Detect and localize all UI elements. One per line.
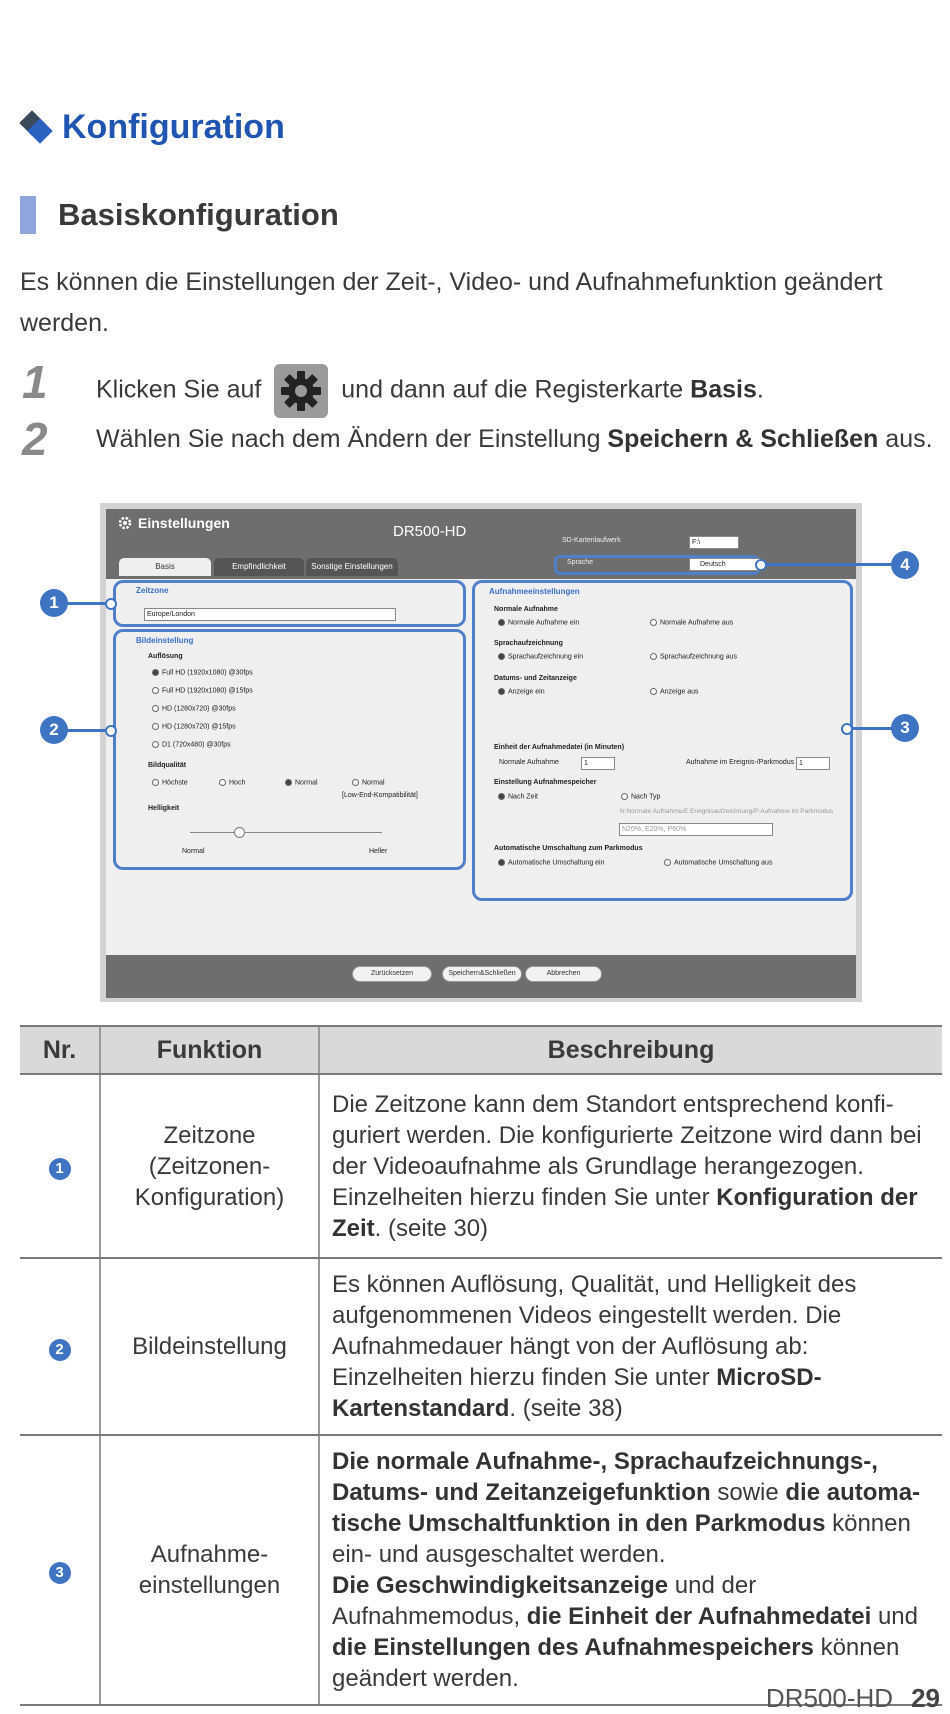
- unit-normal-label: Normale Aufnahme: [499, 759, 559, 766]
- unit-label: Einheit der Aufnahmedatei (in Minuten): [494, 744, 625, 751]
- header-funktion: Funktion: [100, 1026, 319, 1074]
- step-1-post: und dann auf die Registerkarte: [341, 375, 684, 404]
- page-number: 29: [911, 1683, 940, 1713]
- language-select[interactable]: Deutsch: [689, 558, 761, 571]
- resolution-option[interactable]: Full HD (1920x1080) @15fps: [152, 687, 253, 694]
- timezone-title: Zeitzone: [136, 586, 169, 595]
- settings-gear-icon: [117, 515, 133, 531]
- description-table: [20, 1025, 942, 1706]
- callout-3: 3: [891, 714, 919, 742]
- park-label: Automatische Umschaltung zum Parkmodus: [494, 845, 643, 852]
- resolution-label: Auflösung: [148, 653, 183, 660]
- row-function: Aufnahme- einstellungen: [100, 1435, 319, 1705]
- page-footer: [766, 1683, 940, 1714]
- normal-rec-off[interactable]: Normale Aufnahme aus: [650, 619, 733, 626]
- subheading-text: Basiskonfiguration: [58, 197, 339, 232]
- heading-text: Konfiguration: [62, 108, 285, 146]
- save-close-button[interactable]: Speichern&Schließen: [442, 966, 522, 982]
- quality-option[interactable]: Normal: [352, 779, 385, 786]
- cancel-button[interactable]: Abbrechen: [525, 966, 602, 982]
- step-2-text: Wählen Sie nach dem Ändern der Einstellung Speichern & Schließen aus.: [96, 425, 933, 453]
- resolution-option[interactable]: HD (1280x720) @30fps: [152, 705, 236, 712]
- tab-empfindlichkeit[interactable]: Empfindlichkeit: [214, 558, 304, 576]
- header-beschreibung: Beschreibung: [319, 1026, 942, 1074]
- table-header: [20, 1026, 942, 1074]
- unit-event-select[interactable]: 1: [796, 757, 830, 770]
- park-off[interactable]: Automatische Umschaltung aus: [664, 859, 772, 866]
- park-on[interactable]: Automatische Umschaltung ein: [498, 859, 605, 866]
- timezone-select[interactable]: Europe/London: [144, 608, 396, 621]
- resolution-option[interactable]: Full HD (1920x1080) @30fps: [152, 669, 253, 676]
- sd-select[interactable]: F:\: [689, 536, 739, 549]
- step-1-bold: Basis: [690, 375, 757, 404]
- image-settings-box: [113, 629, 466, 870]
- subsection-heading: [20, 196, 339, 234]
- brightness-min: Normal: [182, 848, 205, 855]
- memory-note: N:Normale Aufnahme/E:Ereignisaufzeichnung/P:Aufnahme im Parkmodus: [620, 808, 834, 815]
- header-nr: Nr.: [20, 1026, 100, 1074]
- window-title: Einstellungen: [138, 515, 230, 531]
- intro-paragraph: Es können die Einstellungen der Zeit-, Video- und Aufnahmefunktion geändert werden.: [20, 268, 883, 337]
- memory-by-time[interactable]: Nach Zeit: [498, 793, 538, 800]
- row-function: Zeitzone (Zeitzonen- Konfiguration): [100, 1074, 319, 1258]
- brightness-label: Helligkeit: [148, 805, 180, 812]
- datetime-on[interactable]: Anzeige ein: [498, 688, 545, 695]
- table-row: [20, 1435, 942, 1705]
- brightness-max: Heller: [369, 848, 388, 855]
- callout-line: [848, 727, 893, 730]
- step-1-text: Klicken Sie auf und dann auf die Registerkarte Basis.: [96, 364, 764, 418]
- diamond-bullet-icon: [20, 111, 54, 145]
- memory-by-type[interactable]: Nach Typ: [621, 793, 660, 800]
- voice-rec-label: Sprachaufzeichnung: [494, 640, 563, 647]
- image-title: Bildeinstellung: [136, 636, 194, 645]
- datetime-label: Datums- und Zeitanzeige: [494, 675, 577, 682]
- memory-label: Einstellung Aufnahmespeicher: [494, 779, 597, 786]
- section-heading: [20, 108, 285, 147]
- row-description: Es können Auflösung, Qualität, und Helligkeit des aufgenommenen Videos eingestellt werden. Die Aufnahmedauer hängt von der Auflösung ab: Einzelheiten hierzu finden Sie unter MicroSD-Kartenstandard. (seite 38): [319, 1258, 942, 1435]
- table-row: [20, 1258, 942, 1435]
- unit-normal-select[interactable]: 1: [581, 757, 615, 770]
- callout-4: 4: [891, 551, 919, 579]
- normal-rec-on[interactable]: Normale Aufnahme ein: [498, 619, 579, 626]
- callout-dot: [105, 725, 117, 737]
- quality-option[interactable]: Normal: [285, 779, 318, 786]
- rec-title: Aufnahmeeinstellungen: [489, 587, 580, 596]
- quality-option[interactable]: Hoch: [219, 779, 245, 786]
- quality-note: [Low-End-Kompatibilität]: [342, 792, 418, 799]
- step-number: 2: [22, 413, 48, 465]
- memory-select[interactable]: N20%, E20%, P60%: [619, 823, 773, 836]
- step-2-bold: Speichern & Schließen: [607, 425, 879, 453]
- row-number: 3: [49, 1562, 71, 1584]
- brightness-track: [190, 832, 382, 833]
- callout-dot: [841, 723, 853, 735]
- row-number: 2: [49, 1339, 71, 1361]
- quality-label: Bildqualität: [148, 762, 187, 769]
- step-number: 1: [22, 356, 48, 408]
- table-row: [20, 1074, 942, 1258]
- resolution-option[interactable]: HD (1280x720) @15fps: [152, 723, 236, 730]
- window-model: DR500-HD: [393, 523, 467, 540]
- row-description: Die normale Aufnahme-, Sprachaufzeichnungs-, Datums- und Zeitanzeigefunktion sowie die automa-tische Umschaltfunktion in den Parkmodus können ein- und ausgeschaltet werden. Die Geschwindigkeitsanzeige und der Aufnahmemodus, die Einheit der Aufnahmedatei und die Einstellungen des Aufnahmespeichers können geändert werden.: [319, 1435, 942, 1705]
- sd-label: SD-Kartenlaufwerk: [562, 537, 621, 544]
- tab-sonstige[interactable]: Sonstige Einstellungen: [306, 558, 398, 576]
- voice-on[interactable]: Sprachaufzeichnung ein: [498, 653, 583, 660]
- footer-model: DR500-HD: [765, 1683, 894, 1713]
- reset-button[interactable]: Zurücksetzen: [352, 966, 432, 982]
- callout-dot: [105, 598, 117, 610]
- datetime-off[interactable]: Anzeige aus: [650, 688, 699, 695]
- callout-2: 2: [40, 716, 68, 744]
- callout-dot: [755, 559, 767, 571]
- resolution-option[interactable]: D1 (720x480) @30fps: [152, 741, 231, 748]
- row-function: Bildeinstellung: [100, 1258, 319, 1435]
- step-1-pre: Klicken Sie auf: [96, 375, 262, 404]
- recording-settings-box: [472, 580, 853, 901]
- voice-off[interactable]: Sprachaufzeichnung aus: [650, 653, 737, 660]
- callout-line: [762, 563, 893, 566]
- tab-basis[interactable]: Basis: [119, 558, 211, 576]
- heading-bar-icon: [20, 196, 36, 234]
- brightness-slider[interactable]: [234, 827, 245, 838]
- language-label: Sprache: [567, 559, 594, 566]
- normal-rec-label: Normale Aufnahme: [494, 606, 558, 613]
- row-number: 1: [49, 1158, 71, 1180]
- quality-option[interactable]: Höchste: [152, 779, 188, 786]
- unit-event-label: Aufnahme im Ereignis-/Parkmodus: [686, 759, 795, 766]
- row-description: Die Zeitzone kann dem Standort entsprechend konfi-guriert werden. Die konfigurierte Zeitzone wird dann bei der Videoaufnahme als Grundlage herangezogen. Einzelheiten hierzu finden Sie unter Konfiguration der Zeit. (seite 30): [319, 1074, 942, 1258]
- gear-icon: [274, 364, 328, 418]
- callout-1: 1: [40, 589, 68, 617]
